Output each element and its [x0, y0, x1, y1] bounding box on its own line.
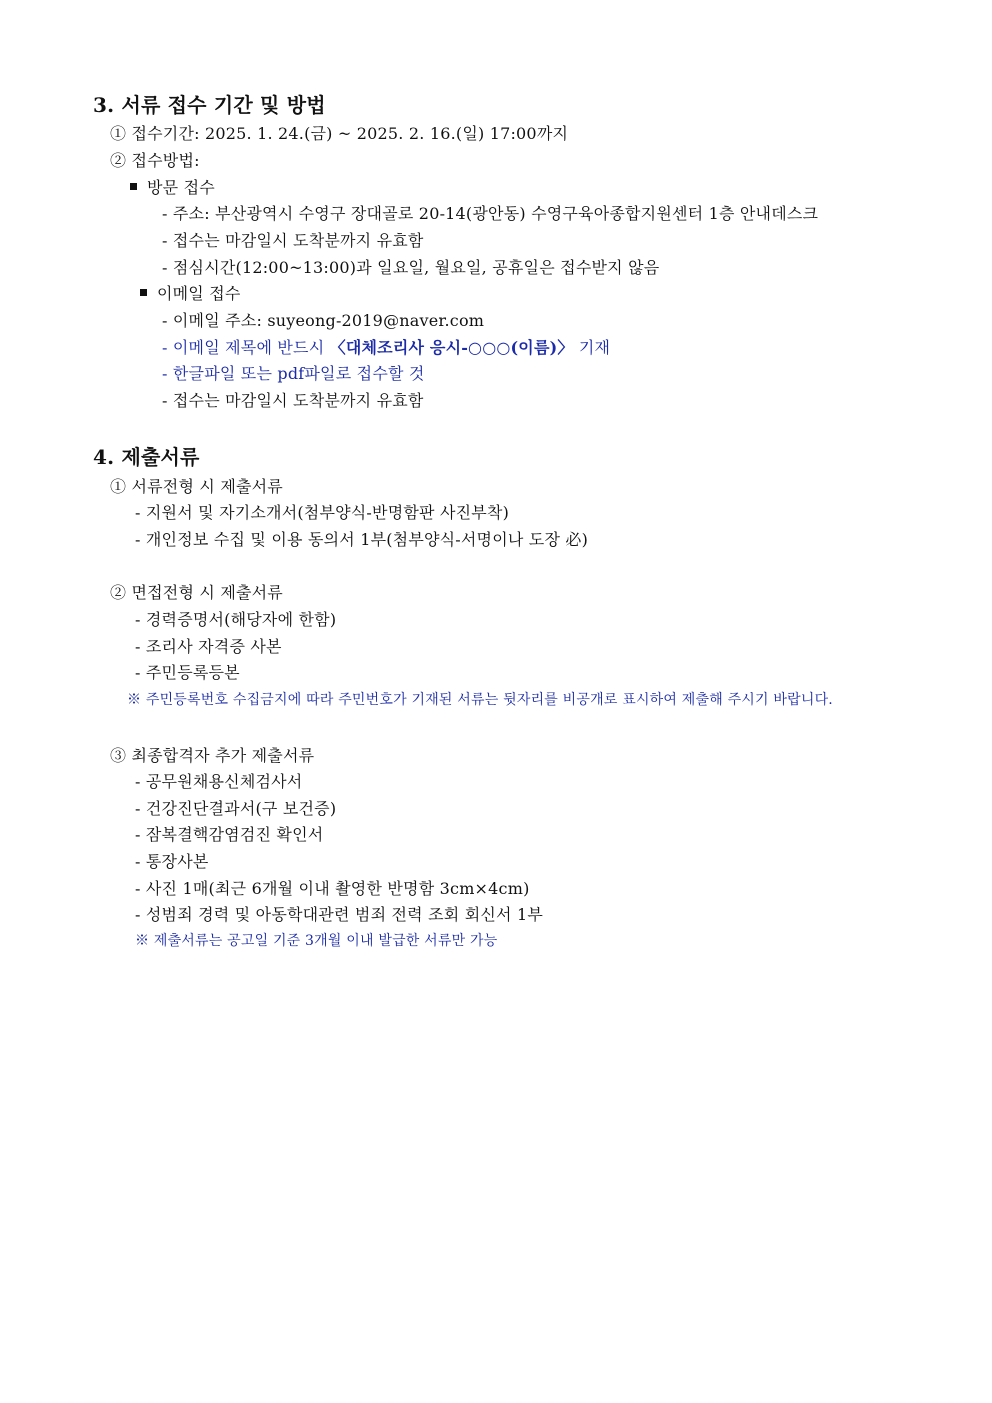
- final-item: - 공무원채용신체검사서: [135, 772, 303, 791]
- final-note: ※ 제출서류는 공고일 기준 3개월 이내 발급한 서류만 가능: [135, 933, 498, 949]
- final-item: - 성범죄 경력 및 아동학대관련 범죄 전력 조회 회신서 1부: [135, 905, 543, 924]
- interview-item: - 조리사 자격증 사본: [135, 637, 282, 656]
- visit-valid: - 접수는 마감일시 도착분까지 유효함: [162, 231, 424, 250]
- section-4-heading: 4. 제출서류: [93, 445, 200, 469]
- visit-lunch: - 점심시간(12:00~13:00)과 일요일, 월요일, 공휴일은 접수받지 않음: [162, 258, 660, 277]
- interview-item: - 주민등록등본: [135, 663, 240, 682]
- submission-method-label: ② 접수방법:: [110, 151, 200, 170]
- email-submission-title: [140, 284, 241, 304]
- section-3-heading: 3. 서류 접수 기간 및 방법: [93, 93, 326, 117]
- email-valid: - 접수는 마감일시 도착분까지 유효함: [162, 391, 424, 410]
- email-title-text: 이메일 접수: [157, 284, 241, 303]
- visit-submission-title: [130, 178, 215, 198]
- doc-screening-title: ① 서류전형 시 제출서류: [110, 477, 283, 496]
- email-address: - 이메일 주소: suyeong-2019@naver.com: [162, 311, 485, 330]
- final-item: - 사진 1매(최근 6개월 이내 촬영한 반명함 3cm×4cm): [135, 879, 530, 898]
- interview-item: - 경력증명서(해당자에 한함): [135, 610, 337, 629]
- email-subject-pre: - 이메일 제목에 반드시: [162, 338, 330, 357]
- email-subject-post: 기재: [573, 338, 611, 357]
- submission-period: ① 접수기간: 2025. 1. 24.(금) ~ 2025. 2. 16.(일) 17:00까지: [110, 124, 569, 143]
- final-item: - 잠복결핵감염검진 확인서: [135, 825, 324, 844]
- visit-address: - 주소: 부산광역시 수영구 장대골로 20-14(광안동) 수영구육아종합지원센터 1층 안내데스크: [162, 204, 819, 223]
- interview-note: ※ 주민등록번호 수집금지에 따라 주민번호가 기재된 서류는 뒷자리를 비공개로 표시하여 제출해 주시기 바랍니다.: [127, 692, 833, 708]
- doc-item: - 지원서 및 자기소개서(첨부양식-반명함판 사진부착): [135, 503, 510, 522]
- square-bullet-icon: [130, 183, 137, 190]
- final-title: ③ 최종합격자 추가 제출서류: [110, 746, 315, 765]
- email-subject-format: 〈대체조리사 응시-○○○(이름)〉: [329, 338, 574, 357]
- visit-title-text: 방문 접수: [147, 178, 215, 197]
- doc-item: - 개인정보 수집 및 이용 동의서 1부(첨부양식-서명이나 도장 必): [135, 530, 589, 549]
- email-file-format: - 한글파일 또는 pdf파일로 접수할 것: [162, 364, 425, 383]
- final-item: - 통장사본: [135, 852, 209, 871]
- square-bullet-icon: [140, 289, 147, 296]
- interview-title: ② 면접전형 시 제출서류: [110, 583, 283, 602]
- final-item: - 건강진단결과서(구 보건증): [135, 799, 337, 818]
- email-subject-line: [162, 338, 610, 358]
